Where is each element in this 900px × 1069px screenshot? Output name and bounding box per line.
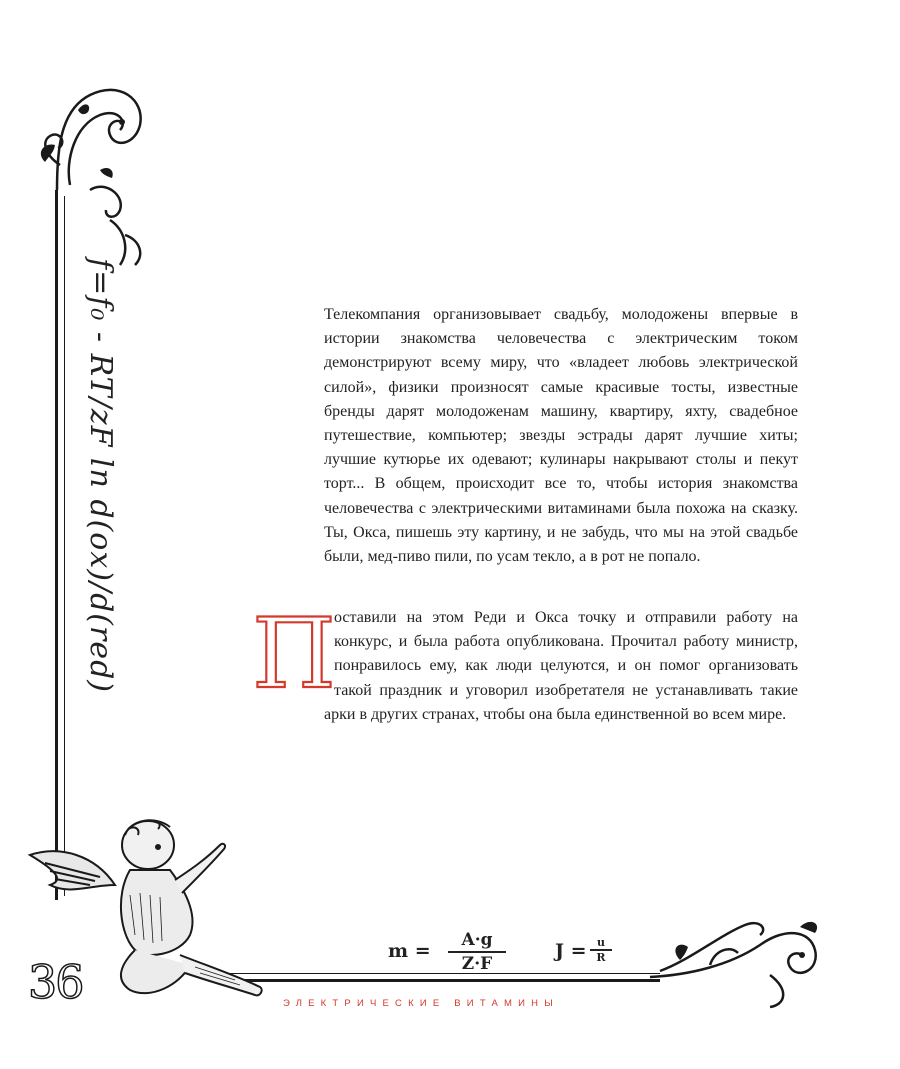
frame-left-border (55, 190, 58, 900)
paragraph-2 (324, 606, 798, 727)
formula-1-denominator: Z·F (461, 954, 493, 974)
formula-1-numerator: A·g (448, 930, 506, 953)
frame-bottom-inner-border (230, 973, 660, 974)
drop-cap (252, 598, 336, 710)
formula-1-fraction (448, 930, 506, 974)
formula-2-fraction (590, 936, 612, 964)
formula-2-lhs: J = (555, 940, 587, 962)
scroll-ornament-bottom-right-icon (650, 905, 830, 1015)
formula-2-denominator: R (596, 951, 606, 964)
running-footer: ЭЛЕКТРИЧЕСКИЕ ВИТАМИНЫ (283, 998, 559, 1009)
drop-cap-letter: П (252, 598, 336, 710)
paragraph-2-text: оставили на этом Реди и Окса точку и отправили работу на конкурс, и была работа опубликована. Прочитал работу министр, понравилось ему, как люди целуются, и он помог организовать такой праздник и уговорил изобретателя не устанавливать такие арки в других странах, чтобы она была единственной во всем мире. (324, 609, 798, 723)
frame-bottom-border (230, 979, 660, 982)
page-number: 36 (28, 955, 83, 1009)
scroll-ornament-top-icon (30, 70, 160, 270)
frame-left-inner-border (64, 196, 65, 896)
formula-2-numerator: u (590, 936, 612, 951)
paragraph-1: Телекомпания организовывает свадьбу, молодожены впервые в истории знакомства человечества с электрическим током демонстрируют всему миру, что «владеет любовь электрической силой», физики произносят самые красивые тосты, известные бренды дарят молодоженам машину, квартиру, яхту, свадебное путешествие, компьютер; звезды эстрады дарят лучшие хиты; лучшие кутюрье их одевают; кулинары накрывают столы и пекут торт... В общем, происходит все то, чтобы история знакомства человечества с электрическими витаминами была похожа на сказку. Ты, Окса, пишешь эту картину, и не забудь, что мы на этой свадьбе были, мед-пиво пили, по усам текло, а в рот не попало. (324, 306, 798, 566)
side-formula: f=f₀ - RT/zF ln d(ox)/d(red) (83, 258, 118, 693)
formula-1-lhs: m = (388, 940, 431, 962)
